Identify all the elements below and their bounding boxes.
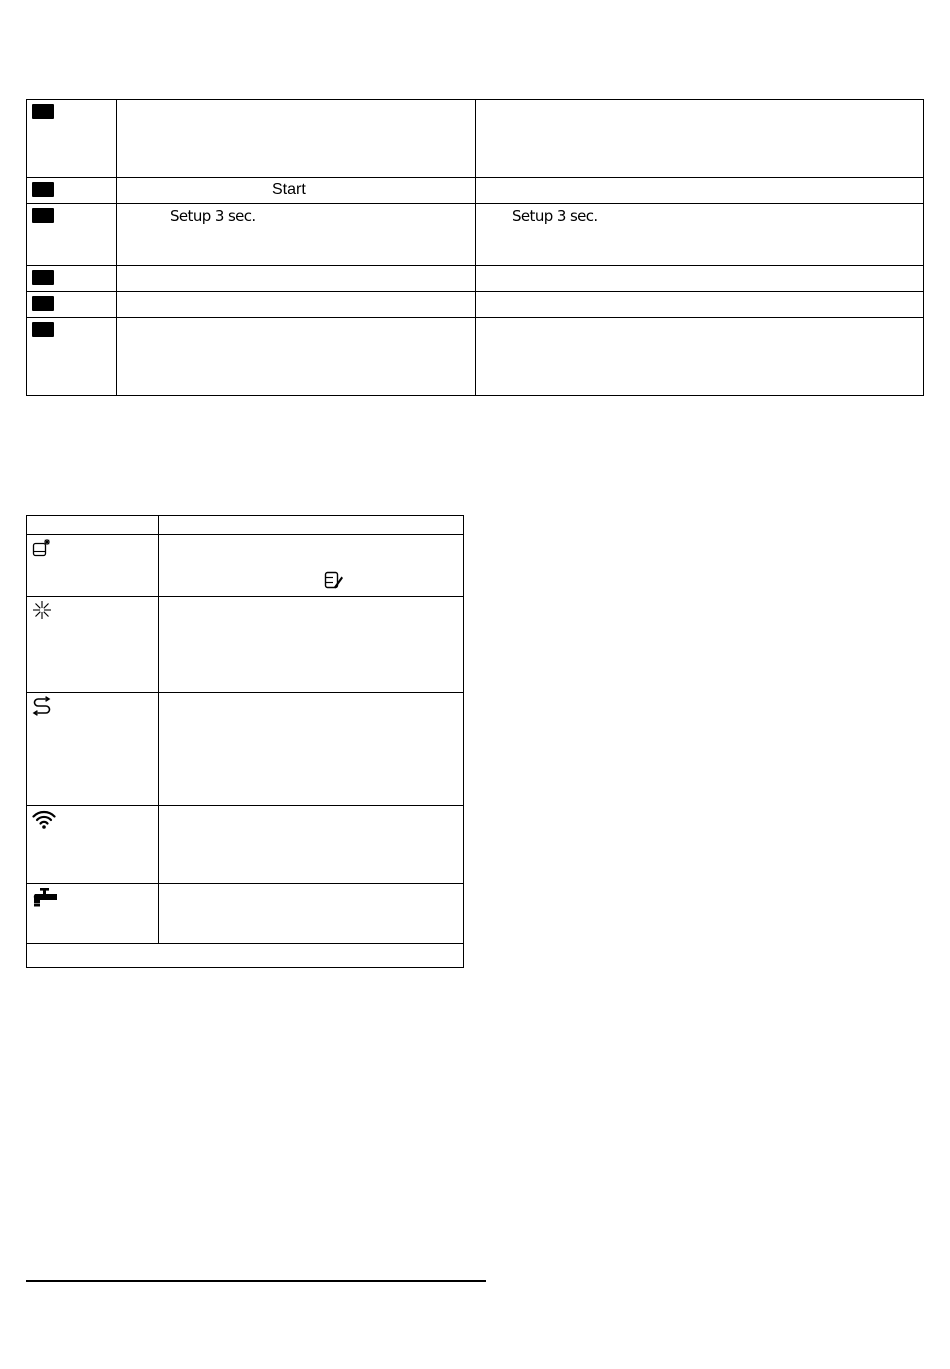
description-cell bbox=[158, 535, 463, 597]
step-marker bbox=[32, 208, 54, 223]
step-marker bbox=[32, 322, 54, 337]
action-cell bbox=[117, 100, 476, 178]
setup-label: Setup 3 sec. bbox=[512, 207, 598, 225]
intensive-loop-icon bbox=[32, 696, 54, 716]
setup-label: Setup 3 sec. bbox=[170, 207, 256, 225]
table-row bbox=[27, 100, 924, 178]
rinse-aid-refill-icon bbox=[32, 538, 52, 558]
symbol-cell bbox=[27, 806, 159, 884]
description-cell bbox=[158, 806, 463, 884]
step-marker-cell bbox=[27, 318, 117, 396]
description-cell bbox=[158, 884, 463, 944]
steps-table bbox=[26, 99, 924, 396]
symbol-cell bbox=[27, 597, 159, 693]
water-tap-icon bbox=[32, 887, 58, 909]
symbol-cell bbox=[27, 693, 159, 806]
table-row bbox=[27, 266, 924, 292]
table-row bbox=[27, 292, 924, 318]
result-cell bbox=[476, 100, 924, 178]
step-marker-cell bbox=[27, 178, 117, 204]
action-cell bbox=[117, 178, 476, 204]
wifi-icon bbox=[32, 809, 56, 829]
table-row bbox=[27, 535, 464, 597]
table-row bbox=[27, 318, 924, 396]
table-header-row bbox=[27, 516, 464, 535]
description-cell bbox=[158, 597, 463, 693]
sparkle-icon bbox=[32, 600, 52, 620]
machine-care-icon bbox=[324, 571, 344, 590]
table-row bbox=[27, 204, 924, 266]
table-row bbox=[27, 597, 464, 693]
result-cell bbox=[476, 318, 924, 396]
step-marker-cell bbox=[27, 266, 117, 292]
action-cell bbox=[117, 204, 476, 266]
footnote-rule bbox=[26, 1280, 486, 1282]
symbol-cell bbox=[27, 884, 159, 944]
footer-cell bbox=[27, 944, 464, 968]
step-marker bbox=[32, 104, 54, 119]
action-cell bbox=[117, 318, 476, 396]
step-marker bbox=[32, 296, 54, 311]
result-cell bbox=[476, 204, 924, 266]
step-marker-cell bbox=[27, 292, 117, 318]
step-marker bbox=[32, 182, 54, 197]
step-marker-cell bbox=[27, 204, 117, 266]
header-cell bbox=[27, 516, 159, 535]
table-row bbox=[27, 884, 464, 944]
result-cell bbox=[476, 292, 924, 318]
action-cell bbox=[117, 266, 476, 292]
start-label: Start bbox=[272, 181, 306, 198]
table-row bbox=[27, 693, 464, 806]
action-cell bbox=[117, 292, 476, 318]
result-cell bbox=[476, 178, 924, 204]
description-cell bbox=[158, 693, 463, 806]
result-cell bbox=[476, 266, 924, 292]
table-row bbox=[27, 806, 464, 884]
symbol-cell bbox=[27, 535, 159, 597]
symbols-table bbox=[26, 515, 464, 968]
step-marker-cell bbox=[27, 100, 117, 178]
table-row bbox=[27, 178, 924, 204]
table-footer-row bbox=[27, 944, 464, 968]
header-cell bbox=[158, 516, 463, 535]
step-marker bbox=[32, 270, 54, 285]
